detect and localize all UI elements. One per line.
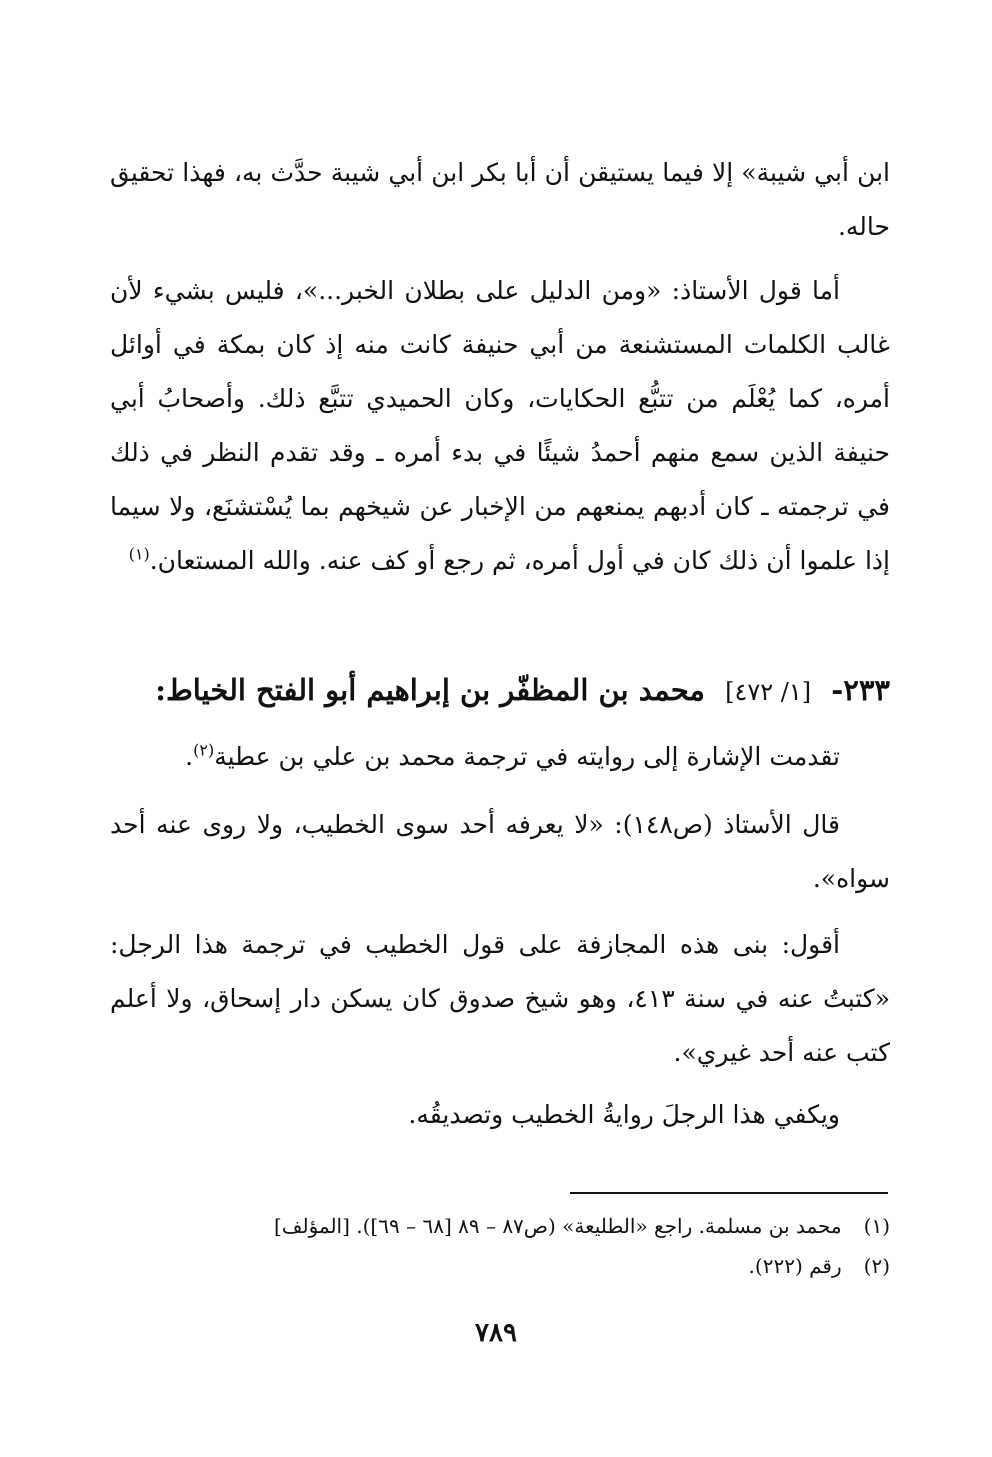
entry-title: محمد بن المظفّر بن إبراهيم أبو الفتح الخياط: — [155, 673, 705, 707]
paragraph-body: أما قول الأستاذ: «ومن الدليل على بطلان الخبر...»، فليس بشيء لأن غالب الكلمات المستشنعة من أبي حنيفة كانت منه إذ كان بمكة في أوائل أمره، كما يُعْلَم من تتبُّع الحكايات، وكان الحميدي تتبَّع ذلك. وأصحابُ أبي حنيفة الذين سمع منهم أحمدُ شيئًا في بدء أمره ـ وقد تقدم النظر في ذلك في ترجمته ـ كان أدبهم يمنعهم من الإخبار عن شيخهم بما يُسْتشنَع، ولا سيما إذا علموا أن ذلك كان في أول أمره، ثم رجع أو كف عنه. والله المستعان. — [110, 276, 890, 575]
entry-heading — [110, 662, 890, 720]
paragraph-body: تقدمت الإشارة إلى روايته في ترجمة محمد بن علي بن عطية — [214, 742, 840, 771]
footnote-number: (٢) — [863, 1254, 890, 1278]
entry-reference: [١/ ٤٧٢] — [725, 678, 812, 706]
paragraph-text: أقول: بنى هذه المجازفة على قول الخطيب في ترجمة هذا الرجل: «كتبتُ عنه في سنة ٤١٣، وهو شيخ صدوق كان يسكن دار إسحاق، ولا أعلم كتب عنه أحد غيري». — [110, 930, 890, 1067]
paragraph-end: . — [185, 742, 194, 771]
paragraph-2 — [110, 264, 890, 588]
footnote-1 — [110, 1206, 890, 1246]
footnote-marker: (٢) — [193, 740, 215, 760]
footnotes — [110, 1206, 890, 1286]
paragraph-5 — [110, 918, 890, 1080]
entry-number: ٢٣٣- — [831, 673, 890, 707]
page-number: ٧٨٩ — [475, 1318, 517, 1348]
paragraph-text — [110, 264, 890, 588]
footnote-text: محمد بن مسلمة. راجع «الطليعة» (ص٨٧ – ٨٩ [٦٨ – ٦٩]). [المؤلف] — [273, 1214, 842, 1238]
paragraph-text — [110, 730, 890, 784]
paragraph-text: قال الأستاذ (ص١٤٨): «لا يعرفه أحد سوى الخطيب، ولا روى عنه أحد سواه». — [110, 810, 890, 893]
paragraph-6 — [110, 1088, 890, 1142]
footnote-number: (١) — [863, 1214, 890, 1238]
paragraph-4 — [110, 798, 890, 906]
paragraph-text: ويكفي هذا الرجلَ روايةُ الخطيب وتصديقُه. — [408, 1100, 840, 1129]
paragraph-text: ابن أبي شيبة» إلا فيما يستيقن أن أبا بكر ابن أبي شيبة حدَّث به، فهذا تحقيق حاله. — [110, 158, 890, 241]
footnote-divider — [570, 1192, 888, 1194]
footnote-marker: (١) — [128, 544, 150, 564]
footnote-text: رقم (٢٢٢). — [748, 1254, 842, 1278]
paragraph-3 — [110, 730, 890, 784]
paragraph-1 — [110, 146, 890, 254]
footnote-2 — [110, 1246, 890, 1286]
